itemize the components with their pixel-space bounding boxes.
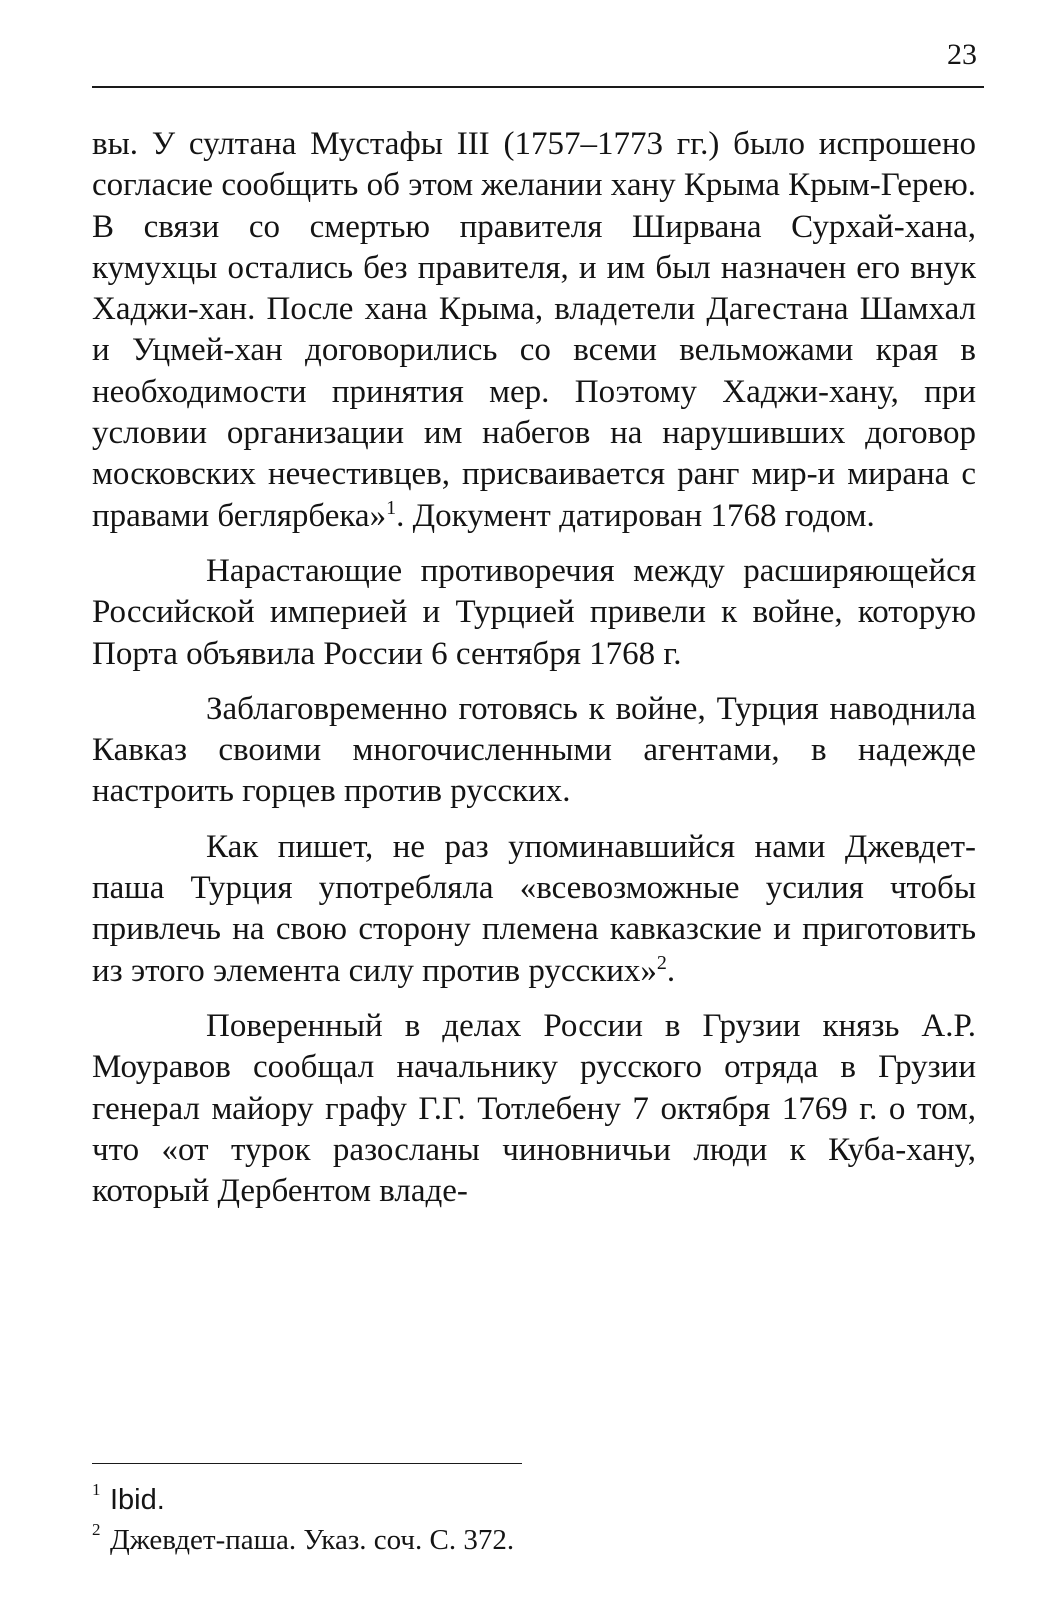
paragraph-4-text: Как пишет, не раз упоминавшийся нами Джевдет-паша Турция употребляла «всевозможные усилия чтобы привлечь на свою сторону племена кавказские и приготовить из этого элемента силу против русских»	[92, 828, 976, 989]
footnote-2-mark: 2	[92, 1520, 101, 1539]
page-number: 23	[947, 38, 977, 71]
footnote-1	[92, 1480, 976, 1520]
footnote-ref-2: 2	[656, 951, 667, 974]
paragraph-2: Нарастающие противоречия между расширяющейся Российской империей и Турцией привели к войне, которую Порта объявила России 6 сентября 1768 г.	[92, 552, 976, 672]
header-rule	[92, 86, 984, 88]
footnote-ref-1: 1	[386, 496, 397, 519]
footnote-rule	[92, 1463, 522, 1464]
footnote-1-text: Ibid.	[110, 1484, 165, 1516]
footnote-1-mark: 1	[92, 1480, 101, 1499]
paragraph-1-text: вы. У султана Мустафы III (1757–1773 гг.) было испрошено согласие сообщить об этом желании хану Крыма Крым-Герею. В связи со смертью правителя Ширвана Сурхай-хана, кумухцы остались без правителя, и им был назначен его внук Хаджи-хан. После хана Крыма, владетели Дагестана Шамхал и Уцмей-хан договорились со всеми вельможами края в необходимости принятия мер. Поэтому Хаджи-хану, при условии организации им набегов на нарушивших договор московских нечестивцев, присваивается ранг мир-и мирана с правами беглярбека»	[92, 126, 976, 534]
footnote-2	[92, 1520, 976, 1560]
paragraph-4-tail: .	[666, 952, 676, 989]
paragraph-1-tail: . Документ датирован 1768 годом.	[396, 497, 875, 534]
footnote-2-text: Джевдет-паша. Указ. соч. С. 372.	[110, 1524, 515, 1556]
paragraph-3: Заблаговременно готовясь к войне, Турция наводнила Кавказ своими многочисленными агентами, в надежде настроить горцев против русских.	[92, 690, 976, 810]
paragraph-4	[92, 827, 976, 992]
paragraph-5: Поверенный в делах России в Грузии князь А.Р. Моуравов сообщал начальнику русского отряда в Грузии генерал майору графу Г.Г. Тотлебену 7 октября 1769 г. о том, что «от турок разосланы чиновничьи люди к Куба-хану, который Дербентом владе-	[92, 1007, 976, 1210]
paragraph-1	[92, 124, 976, 537]
footnotes	[92, 1480, 976, 1560]
main-text	[92, 124, 976, 1226]
